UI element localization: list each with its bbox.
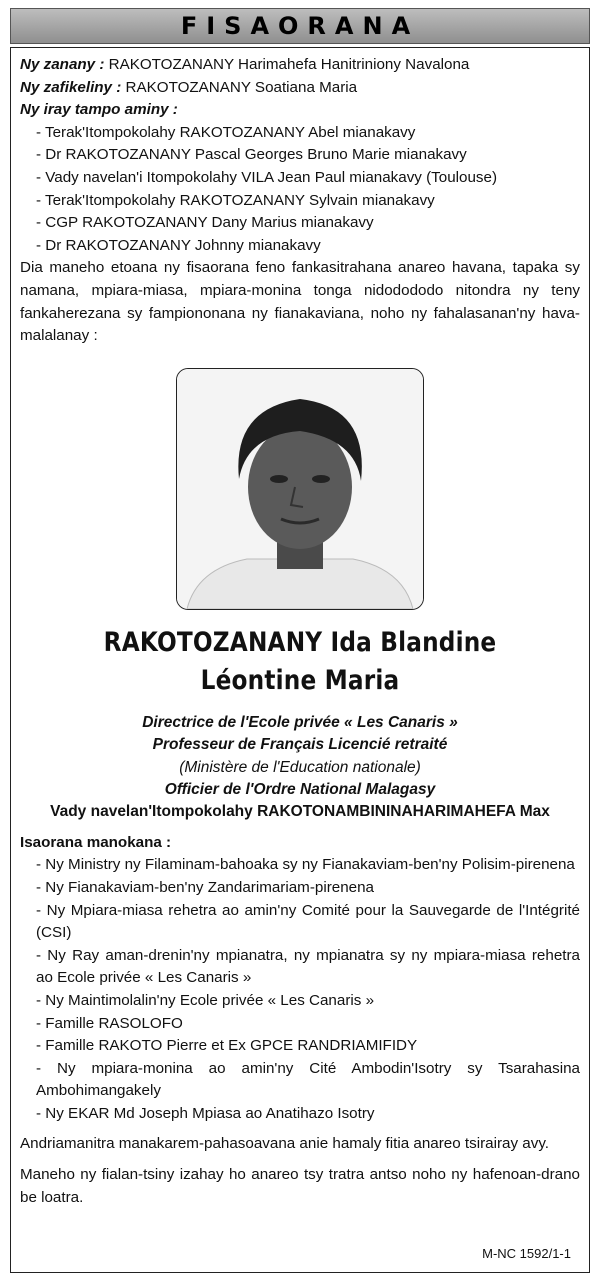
special-thanks-label: Isaorana manokana : [20, 833, 172, 851]
title-ministry: (Ministère de l'Education nationale) [179, 758, 421, 776]
photo-container [20, 368, 580, 610]
title-director: Directrice de l'Ecole privée « Les Canaris » [142, 713, 458, 731]
list-item: - Ny EKAR Md Joseph Mpiasa ao Anatihazo Isotry [36, 1104, 375, 1122]
page-title: FISAORANA [180, 12, 420, 40]
reference-code: M-NC 1592/1-1 [482, 1246, 571, 1262]
list-item: - Ny Maintimolalin'ny Ecole privée « Les Canaris » [36, 991, 375, 1009]
list-item: - Famille RAKOTO Pierre et Ex GPCE RANDRIAMIFIDY [36, 1037, 418, 1055]
list-item: - Dr RAKOTOZANANY Johnny mianakavy [36, 236, 321, 254]
list-item: - Vady navelan'i Itompokolahy VILA Jean Paul mianakavy (Toulouse) [36, 168, 498, 186]
deceased-name [59, 624, 541, 700]
list-item: - Dr RAKOTOZANANY Pascal Georges Bruno Marie mianakavy [36, 146, 467, 164]
grandchildren-line [20, 77, 580, 100]
deceased-name-line1: RAKOTOZANANY Ida Blandine [103, 626, 497, 658]
list-item: - Ny mpiara-monina ao amin'ny Cité Ambodin'Isotry sy Tsarahasina Ambohimangakely [36, 1059, 580, 1100]
list-item: - Ny Ministry ny Filaminam-bahoaka sy ny Fianakaviam-ben'ny Polisim-pirenena [36, 856, 575, 874]
title-spouse: Vady navelan'Itompokolahy RAKOTONAMBININAHARIMAHEFA Max [50, 803, 550, 821]
portrait-photo [176, 368, 424, 610]
siblings-label: Ny iray tampo aminy : [20, 101, 178, 119]
siblings-list [20, 122, 580, 258]
children-line [20, 54, 580, 77]
notice-frame [10, 47, 590, 1273]
list-item: - Ny Fianakaviam-ben'ny Zandarimariam-pirenena [36, 878, 375, 896]
closing-apology: Maneho ny fialan-tsiny izahay ho anareo tsy tratra antso noho ny hafenoan-drano be loatra. [20, 1166, 580, 1206]
list-item: - Ny Ray aman-drenin'ny mpianatra, ny mpianatra sy ny mpiara-miasa rehetra ao Ecole privée « Les Canaris » [36, 946, 580, 987]
deceased-name-line2: Léontine Maria [200, 664, 400, 696]
grandchildren-label: Ny zafikeliny : [20, 78, 122, 96]
list-item: - Ny Mpiara-miasa rehetra ao amin'ny Comité pour la Sauvegarde de l'Intégrité (CSI) [36, 901, 580, 942]
grandchildren-value: RAKOTOZANANY Soatiana Maria [125, 78, 358, 96]
children-label: Ny zanany : [20, 56, 105, 73]
list-item: - CGP RAKOTOZANANY Dany Marius mianakavy [36, 214, 374, 232]
title-officer: Officier de l'Ordre National Malagasy [164, 780, 436, 798]
special-thanks-list [20, 854, 580, 1125]
children-value: RAKOTOZANANY Harimahefa Hanitriniony Navalona [108, 56, 470, 73]
list-item: - Famille RASOLOFO [36, 1014, 183, 1032]
deceased-titles [20, 712, 580, 824]
special-thanks-section [20, 832, 580, 1126]
title-professor: Professeur de Français Licencié retraité [152, 736, 448, 754]
list-item: - Terak'Itompokolahy RAKOTOZANANY Abel mianakavy [36, 123, 416, 141]
list-item: - Terak'Itompokolahy RAKOTOZANANY Sylvain mianakavy [36, 191, 435, 209]
intro-paragraph: Dia maneho etoana ny fisaorana feno fankasitrahana anareo havana, tapaka sy namana, mpiara-miasa, mpiara-monina tonga nidodododo nitondra ny teny fankaherezana sy fampiononana ny fianakaviana, noho ny fahalasanan'ny hava-malalanay : [20, 259, 580, 345]
header-banner [10, 8, 590, 44]
closing-blessing: Andriamanitra manakarem-pahasoavana anie hamaly fitia anareo tsirairay avy. [20, 1135, 550, 1153]
portrait-icon [177, 369, 423, 609]
